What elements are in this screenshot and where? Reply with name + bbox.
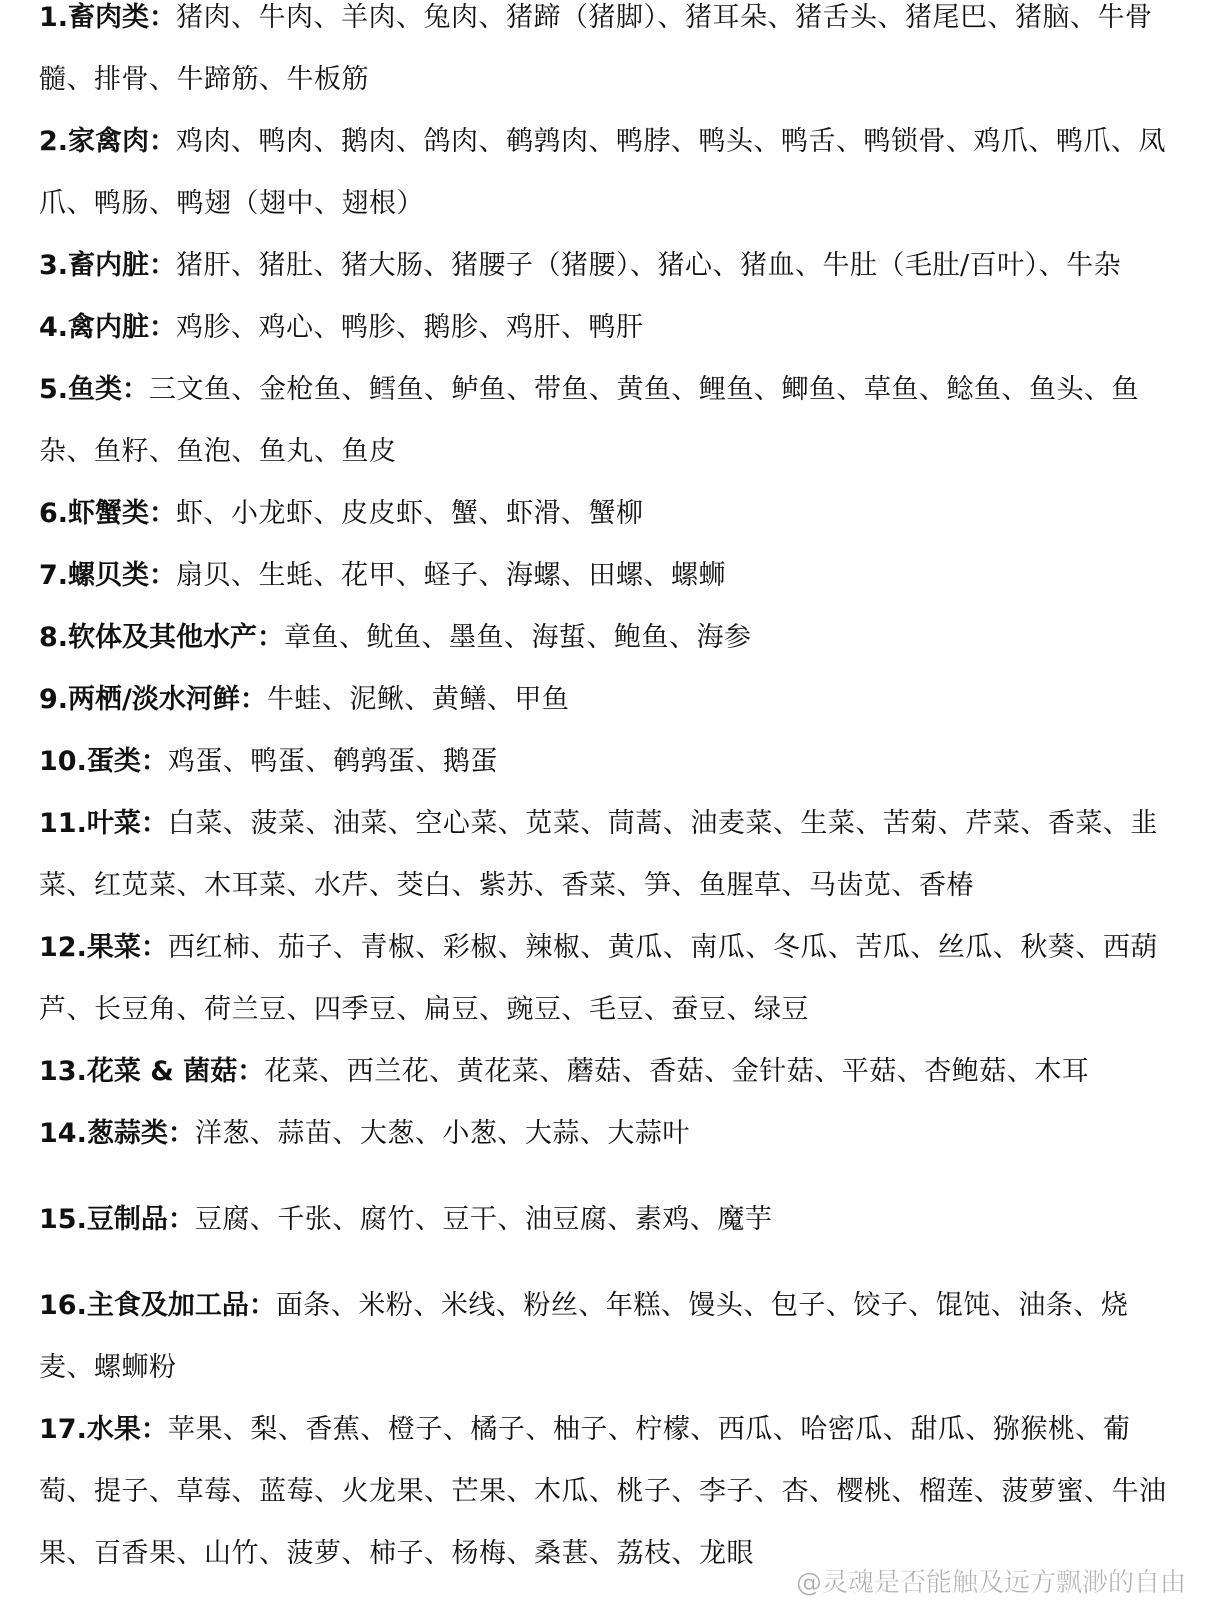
- category-label: 软体及其他水产：: [68, 622, 285, 653]
- category-label: 畜肉类：: [68, 2, 177, 33]
- document-body: [39, 0, 1179, 1585]
- category-label: 家禽肉：: [68, 126, 177, 157]
- item-list: 虾、小龙虾、皮皮虾、蟹、虾滑、蟹柳: [176, 498, 644, 529]
- item-list: 猪肉、牛肉、羊肉、兔肉、猪蹄（猪脚）、猪耳朵、猪舌头、猪尾巴、猪脑、牛骨髓、排骨、牛蹄筋、牛板筋: [39, 2, 1153, 95]
- entry-livestock-meat: 1.畜肉类：猪肉、牛肉、羊肉、兔肉、猪蹄（猪脚）、猪耳朵、猪舌头、猪尾巴、猪脑、牛骨髓、排骨、牛蹄筋、牛板筋: [39, 2, 1153, 95]
- entry-leafy-vegetables: 11.叶菜：白菜、菠菜、油菜、空心菜、苋菜、茼蒿、油麦菜、生菜、苦菊、芹菜、香菜、韭菜、红苋菜、木耳菜、水芹、茭白、紫苏、香菜、笋、鱼腥草、马齿苋、香椿: [39, 808, 1158, 901]
- entry-fruits: 17.水果：苹果、梨、香蕉、橙子、橘子、柚子、柠檬、西瓜、哈密瓜、甜瓜、猕猴桃、葡萄、提子、草莓、蓝莓、火龙果、芒果、木瓜、桃子、李子、杏、樱桃、榴莲、菠萝蜜、牛油果、百香果、山竹、菠萝、柿子、杨梅、桑葚、荔枝、龙眼: [39, 1414, 1167, 1569]
- category-label: 鱼类：: [68, 374, 150, 405]
- item-list: 面条、米粉、米线、粉丝、年糕、馒头、包子、饺子、馄饨、油条、烧麦、螺蛳粉: [39, 1290, 1129, 1383]
- entry-shellfish: 7.螺贝类：扇贝、生蚝、花甲、蛏子、海螺、田螺、螺蛳: [39, 560, 727, 591]
- category-label: 叶菜：: [86, 808, 168, 839]
- entry-eggs: 10.蛋类：鸡蛋、鸭蛋、鹌鹑蛋、鹅蛋: [39, 746, 498, 777]
- entry-poultry-offal: 4.禽内脏：鸡胗、鸡心、鸭胗、鹅胗、鸡肝、鸭肝: [39, 312, 644, 343]
- item-list: 鸡胗、鸡心、鸭胗、鹅胗、鸡肝、鸭肝: [176, 312, 644, 343]
- entry-flower-veg-mushrooms: 13.花菜 & 菌菇：花菜、西兰花、黄花菜、蘑菇、香菇、金针菇、平菇、杏鲍菇、木耳: [39, 1056, 1090, 1087]
- item-list: 猪肝、猪肚、猪大肠、猪腰子（猪腰）、猪心、猪血、牛肚（毛肚/百叶）、牛杂: [176, 250, 1122, 281]
- entry-shrimp-crab: 6.虾蟹类：虾、小龙虾、皮皮虾、蟹、虾滑、蟹柳: [39, 498, 644, 529]
- item-list: 牛蛙、泥鳅、黄鳝、甲鱼: [266, 684, 570, 715]
- item-list: 豆腐、千张、腐竹、豆干、油豆腐、素鸡、魔芋: [194, 1204, 773, 1235]
- item-list: 鸡肉、鸭肉、鹅肉、鸽肉、鹌鹑肉、鸭脖、鸭头、鸭舌、鸭锁骨、鸡爪、鸭爪、凤爪、鸭肠、鸭翅（翅中、翅根）: [39, 126, 1167, 219]
- entry-fish: 5.鱼类：三文鱼、金枪鱼、鳕鱼、鲈鱼、带鱼、黄鱼、鲤鱼、鲫鱼、草鱼、鲶鱼、鱼头、鱼杂、鱼籽、鱼泡、鱼丸、鱼皮: [39, 374, 1140, 467]
- category-label: 两栖/淡水河鲜：: [68, 684, 267, 715]
- item-list: 洋葱、蒜苗、大葱、小葱、大蒜、大蒜叶: [194, 1118, 690, 1149]
- item-list: 苹果、梨、香蕉、橙子、橘子、柚子、柠檬、西瓜、哈密瓜、甜瓜、猕猴桃、葡萄、提子、草莓、蓝莓、火龙果、芒果、木瓜、桃子、李子、杏、樱桃、榴莲、菠萝蜜、牛油果、百香果、山竹、菠萝、柿子、杨梅、桑葚、荔枝、龙眼: [39, 1414, 1167, 1569]
- entry-onion-garlic: 14.葱蒜类：洋葱、蒜苗、大葱、小葱、大蒜、大蒜叶: [39, 1118, 690, 1149]
- item-list: 扇贝、生蚝、花甲、蛏子、海螺、田螺、螺蛳: [176, 560, 727, 591]
- item-list: 鸡蛋、鸭蛋、鹌鹑蛋、鹅蛋: [167, 746, 498, 777]
- category-label: 禽内脏：: [68, 312, 177, 343]
- item-list: 章鱼、鱿鱼、墨鱼、海蜇、鲍鱼、海参: [284, 622, 752, 653]
- item-list: 三文鱼、金枪鱼、鳕鱼、鲈鱼、带鱼、黄鱼、鲤鱼、鲫鱼、草鱼、鲶鱼、鱼头、鱼杂、鱼籽、鱼泡、鱼丸、鱼皮: [39, 374, 1140, 467]
- entry-amphibian-freshwater: 9.两栖/淡水河鲜：牛蛙、泥鳅、黄鳝、甲鱼: [39, 684, 570, 715]
- entry-livestock-offal: 3.畜内脏：猪肝、猪肚、猪大肠、猪腰子（猪腰）、猪心、猪血、牛肚（毛肚/百叶）、牛杂: [39, 250, 1122, 281]
- category-label: 葱蒜类：: [86, 1118, 195, 1149]
- item-list: 花菜、西兰花、黄花菜、蘑菇、香菇、金针菇、平菇、杏鲍菇、木耳: [264, 1056, 1090, 1087]
- category-label: 虾蟹类：: [68, 498, 177, 529]
- category-label: 水果：: [86, 1414, 168, 1445]
- category-label: 畜内脏：: [68, 250, 177, 281]
- category-label: 花菜 & 菌菇：: [86, 1056, 265, 1087]
- category-label: 果菜：: [86, 932, 168, 963]
- watermark: @灵魂是否能触及远方飘渺的自由: [795, 1568, 1186, 1598]
- category-label: 蛋类：: [86, 746, 168, 777]
- entry-soy-products: 15.豆制品：豆腐、千张、腐竹、豆干、油豆腐、素鸡、魔芋: [39, 1204, 773, 1235]
- item-list: 白菜、菠菜、油菜、空心菜、苋菜、茼蒿、油麦菜、生菜、苦菊、芹菜、香菜、韭菜、红苋菜、木耳菜、水芹、茭白、紫苏、香菜、笋、鱼腥草、马齿苋、香椿: [39, 808, 1158, 901]
- category-label: 豆制品：: [86, 1204, 195, 1235]
- category-label: 主食及加工品：: [86, 1290, 276, 1321]
- entry-staple-foods: 16.主食及加工品：面条、米粉、米线、粉丝、年糕、馒头、包子、饺子、馄饨、油条、烧麦、螺蛳粉: [39, 1290, 1129, 1383]
- entry-fruit-vegetables: 12.果菜：西红柿、茄子、青椒、彩椒、辣椒、黄瓜、南瓜、冬瓜、苦瓜、丝瓜、秋葵、西葫芦、长豆角、荷兰豆、四季豆、扁豆、豌豆、毛豆、蚕豆、绿豆: [39, 932, 1158, 1025]
- category-label: 螺贝类：: [68, 560, 177, 591]
- entry-mollusks-other-seafood: 8.软体及其他水产：章鱼、鱿鱼、墨鱼、海蜇、鲍鱼、海参: [39, 622, 752, 653]
- item-list: 西红柿、茄子、青椒、彩椒、辣椒、黄瓜、南瓜、冬瓜、苦瓜、丝瓜、秋葵、西葫芦、长豆角、荷兰豆、四季豆、扁豆、豌豆、毛豆、蚕豆、绿豆: [39, 932, 1158, 1025]
- entry-poultry-meat: 2.家禽肉：鸡肉、鸭肉、鹅肉、鸽肉、鹌鹑肉、鸭脖、鸭头、鸭舌、鸭锁骨、鸡爪、鸭爪、凤爪、鸭肠、鸭翅（翅中、翅根）: [39, 126, 1167, 219]
